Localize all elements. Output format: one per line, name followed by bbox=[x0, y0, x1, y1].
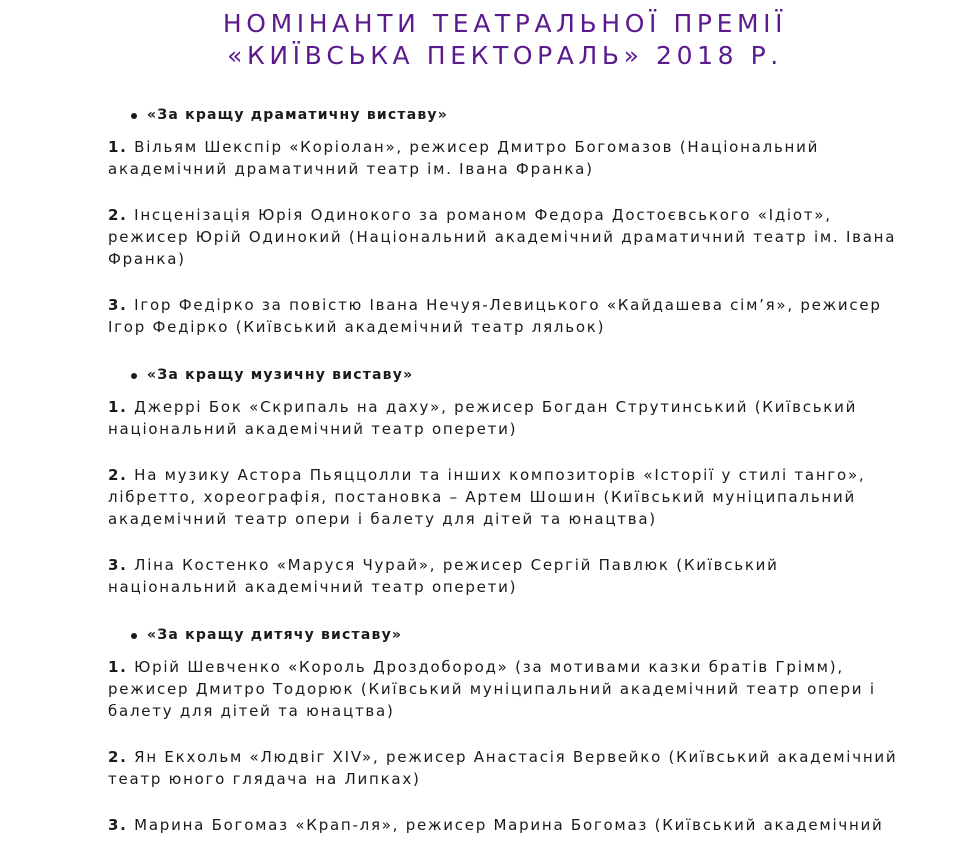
section-heading-text: «За кращу дитячу виставу» bbox=[147, 627, 403, 643]
item-text: Ян Екхольм «Людвіг XIV», режисер Анастасія Вервейко (Київський академічний театр юного глядача на Липках) bbox=[108, 748, 898, 788]
item-number: 1. bbox=[108, 398, 128, 416]
item-text: На музику Астора Пьяццолли та інших композиторів «Історії у стилі танго», лібретто, хореографія, постановка – Артем Шошин (Київський муніципальний академічний театр опери і балету для дітей та юнацтва) bbox=[108, 466, 866, 528]
item-text: Ігор Федірко за повістю Івана Нечуя-Левицького «Кайдашева сім’я», режисер Ігор Федірко (Київський академічний театр ляльок) bbox=[108, 296, 882, 336]
bullet-icon bbox=[131, 373, 137, 379]
bullet-icon bbox=[131, 633, 137, 639]
list-item bbox=[108, 396, 908, 440]
nominees-list bbox=[108, 104, 908, 860]
item-number: 2. bbox=[108, 748, 128, 766]
list-item bbox=[108, 656, 908, 722]
item-number: 1. bbox=[108, 658, 128, 676]
item-text: Марина Богомаз «Крап-ля», режисер Марина Богомаз (Київський академічний bbox=[134, 816, 884, 834]
item-text: Юрій Шевченко «Король Дроздобород» (за мотивами казки братів Грімм), режисер Дмитро Тодорюк (Київський муніципальний академічний театр опери і балету для дітей та юнацтва) bbox=[108, 658, 876, 720]
section-heading-text: «За кращу драматичну виставу» bbox=[147, 107, 448, 123]
item-number: 2. bbox=[108, 206, 128, 224]
item-text: Джеррі Бок «Скрипаль на даху», режисер Богдан Струтинський (Київський національний академічний театр оперети) bbox=[108, 398, 858, 438]
list-item bbox=[108, 464, 908, 530]
item-number: 2. bbox=[108, 466, 128, 484]
list-item bbox=[108, 554, 908, 598]
page-title bbox=[0, 8, 955, 72]
section-heading-music bbox=[131, 364, 908, 386]
item-number: 3. bbox=[108, 296, 128, 314]
page-title-line-1: НОМІНАНТИ ТЕАТРАЛЬНОЇ ПРЕМІЇ bbox=[222, 9, 788, 38]
item-text: Вільям Шекспір «Коріолан», режисер Дмитро Богомазов (Національний академічний драматичний театр ім. Івана Франка) bbox=[108, 138, 820, 178]
item-text: Ліна Костенко «Маруся Чурай», режисер Сергій Павлюк (Київський національний академічний театр оперети) bbox=[108, 556, 779, 596]
item-number: 3. bbox=[108, 816, 128, 834]
item-text: Інсценізація Юрія Одинокого за романом Федора Достоєвського «Ідіот», режисер Юрій Одинокий (Національний академічний драматичний театр ім. Івана Франка) bbox=[108, 206, 897, 268]
bullet-icon bbox=[131, 113, 137, 119]
section-heading-drama bbox=[131, 104, 908, 126]
section-heading-text: «За кращу музичну виставу» bbox=[147, 367, 414, 383]
list-item bbox=[108, 746, 908, 790]
section-heading-children bbox=[131, 624, 908, 646]
list-item bbox=[108, 294, 908, 338]
page-title-line-2: «КИЇВСЬКА ПЕКТОРАЛЬ» 2018 Р. bbox=[227, 41, 783, 70]
list-item bbox=[108, 204, 908, 270]
list-item bbox=[108, 136, 908, 180]
item-number: 3. bbox=[108, 556, 128, 574]
list-item bbox=[108, 814, 908, 836]
item-number: 1. bbox=[108, 138, 128, 156]
